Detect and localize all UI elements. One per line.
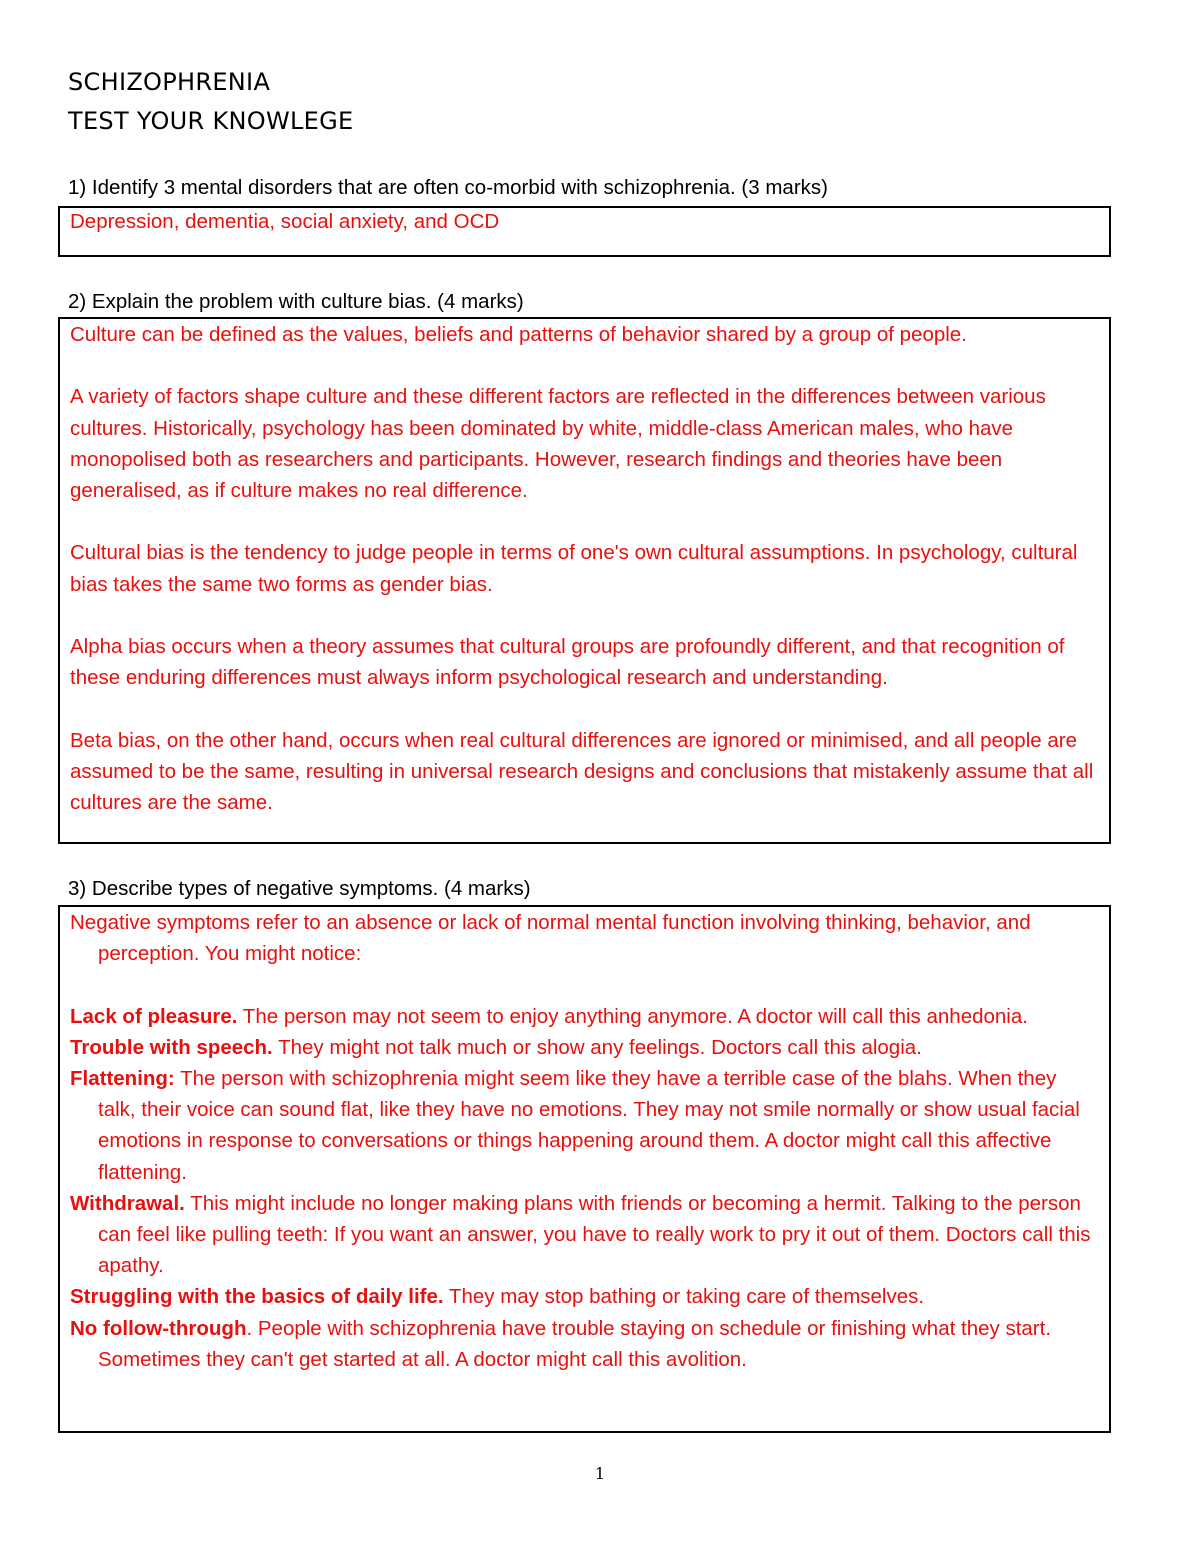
symptom-term: Withdrawal.	[70, 1191, 185, 1215]
symptom-term: Flattening:	[70, 1067, 175, 1090]
symptom-description: This might include no longer making plans with friends or becoming a hermit. Talking to the person can feel like pulling teeth: If you want an answer, you have to really work to pry it out of them. Doctors call this apathy.	[98, 1191, 1091, 1278]
answer-3-intro: Negative symptoms refer to an absence or lack of normal mental function involving thinking, behavior, and perception. You might notice:	[70, 911, 1031, 966]
symptom-term: Trouble with speech.	[70, 1035, 273, 1059]
symptom-item	[70, 1188, 1099, 1282]
symptom-description: . People with schizophrenia have trouble staying on schedule or finishing what they start. Sometimes they can't get started at all. A doctor might call this avolition.	[98, 1316, 1052, 1371]
answer-box-3	[58, 905, 1111, 1433]
symptom-item	[70, 1001, 1099, 1032]
answer-2-paragraph: Cultural bias is the tendency to judge people in terms of one's own cultural assumptions. In psychology, cultural bias takes the same two forms as gender bias.	[70, 541, 1078, 596]
symptom-item	[70, 1063, 1099, 1188]
symptom-description: They might not talk much or show any feelings. Doctors call this alogia.	[272, 1035, 922, 1059]
symptom-term: Struggling with the basics of daily life.	[70, 1285, 444, 1309]
question-2: 2) Explain the problem with culture bias. (4 marks)	[68, 290, 524, 313]
answer-box-2	[58, 317, 1111, 844]
symptom-term: Lack of pleasure.	[70, 1004, 238, 1028]
answer-2-paragraph: Alpha bias occurs when a theory assumes that cultural groups are profoundly different, and that recognition of these enduring differences must always inform psychological research and understanding.	[70, 634, 1065, 690]
answer-2-paragraph: Culture can be defined as the values, beliefs and patterns of behavior shared by a group of people.	[70, 323, 967, 346]
symptom-item	[70, 1281, 1099, 1312]
question-1: 1) Identify 3 mental disorders that are often co-morbid with schizophrenia. (3 marks)	[68, 176, 828, 199]
answer-box-1	[58, 206, 1111, 257]
page-number: 1	[594, 1464, 606, 1483]
question-3: 3) Describe types of negative symptoms. (4 marks)	[68, 877, 531, 900]
answer-2-paragraph: Beta bias, on the other hand, occurs when real cultural differences are ignored or minimised, and all people are assumed to be the same, resulting in universal research designs and conclusions that mistakenly assume that all cultures are the same.	[70, 728, 1094, 814]
symptom-item	[70, 1313, 1099, 1375]
answer-1-text: Depression, dementia, social anxiety, and OCD	[70, 210, 500, 233]
symptom-item	[70, 1032, 1099, 1063]
answer-2-paragraph: A variety of factors shape culture and these different factors are reflected in the differences between various cultures. Historically, psychology has been dominated by white, middle-class American males, who have monopolised both as researchers and participants. However, research findings and theories have been generalised, as if culture makes no real difference.	[70, 385, 1046, 502]
symptom-term: No follow-through	[70, 1316, 247, 1340]
document-title: SCHIZOPHRENIA	[68, 68, 271, 96]
symptom-description: The person may not seem to enjoy anything anymore. A doctor will call this anhedonia.	[237, 1004, 1028, 1028]
document-subtitle: TEST YOUR KNOWLEGE	[68, 107, 354, 135]
symptom-description: The person with schizophrenia might seem like they have a terrible case of the blahs. When they talk, their voice can sound flat, like they have no emotions. They may not smile normally or show usual facial emotions in response to conversations or things happening around them. A doctor might call this affective flattening.	[98, 1067, 1080, 1184]
symptom-description: They may stop bathing or taking care of themselves.	[443, 1285, 925, 1309]
